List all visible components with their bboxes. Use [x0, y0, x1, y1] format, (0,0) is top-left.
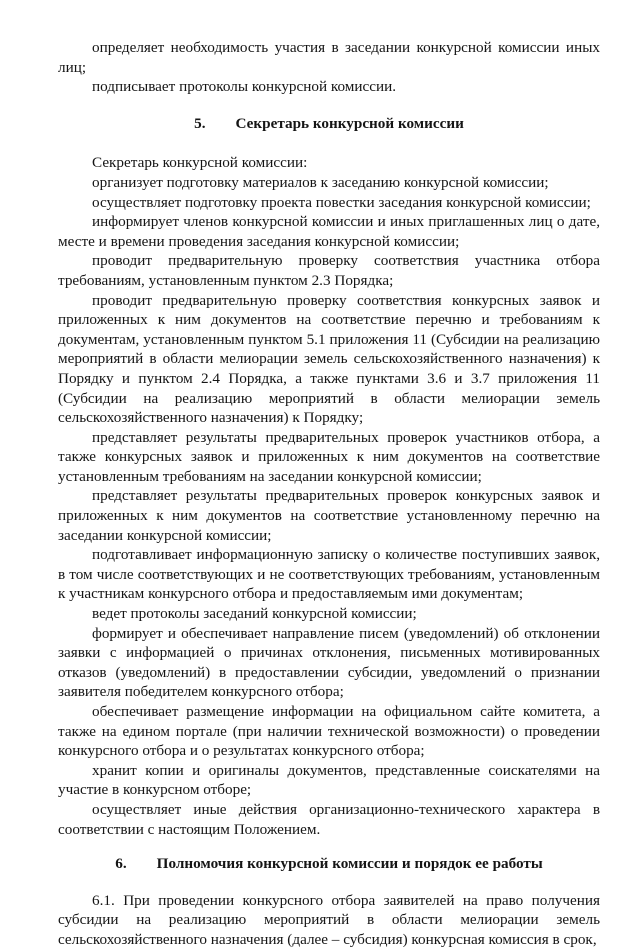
paragraph: 6.1. При проведении конкурсного отбора заявителей на право получения субсидии на реализацию мероприятий в области мелиорации земель сельскохозяйственного назначения (далее – субсидия) конкурсная комиссия в срок,: [58, 891, 600, 948]
paragraph: информирует членов конкурсной комиссии и иных приглашенных лиц о дате, месте и времени проведения заседания конкурсной комиссии;: [58, 213, 600, 250]
document-body: [58, 38, 600, 950]
paragraph: осуществляет иные действия организационно-технического характера в соответствии с настоящим Положением.: [58, 800, 600, 838]
intro-block: [58, 38, 600, 97]
section-5-body: [58, 153, 600, 839]
paragraph: представляет результаты предварительных проверок конкурсных заявок и приложенных к ним документов на соответствие установленному перечню на заседании конкурсной комиссии;: [58, 487, 600, 544]
section-number: 5.: [194, 114, 206, 132]
paragraph: формирует и обеспечивает направление писем (уведомлений) об отклонении заявки с информацией о причинах отклонения, письменных мотивированных отказов (уведомлений) в предоставлении субсидии, уведомлений о признании заявителя победителем конкурсного отбора;: [58, 624, 600, 701]
section-number: 6.: [115, 855, 127, 873]
section-5-heading: [58, 114, 600, 134]
section-6-heading: [58, 854, 600, 874]
section-title: Секретарь конкурсной комиссии: [235, 114, 464, 132]
paragraph: проводит предварительную проверку соответствия участника отбора требованиям, установленным пунктом 2.3 Порядка;: [58, 252, 600, 289]
section-6-body: [58, 891, 600, 950]
paragraph: представляет результаты предварительных проверок участников отбора, а также конкурсных заявок и приложенных к ним документов на соответствие установленным требованиям на заседании конкурсной комиссии;: [58, 428, 600, 485]
paragraph: хранит копии и оригиналы документов, представленные соискателями на участие в конкурсном отборе;: [58, 761, 600, 799]
paragraph: Секретарь конкурсной комиссии:: [92, 154, 308, 172]
paragraph: осуществляет подготовку проекта повестки заседания конкурсной комиссии;: [92, 193, 591, 211]
paragraph: обеспечивает размещение информации на официальном сайте комитета, а также на едином портале (при наличии технической возможности) о проведении конкурсного отбора и о результатах конкурсного отбора;: [58, 703, 600, 760]
section-title: Полномочия конкурсной комиссии и порядок ее работы: [156, 855, 543, 873]
paragraph: подготавливает информационную записку о количестве поступивших заявок, в том числе соответствующих и не соответствующих требованиям, установленным к участникам конкурсного отбора и предоставляемым ими документам;: [58, 546, 600, 603]
paragraph: подписывает протоколы конкурсной комиссии.: [92, 78, 397, 96]
paragraph: определяет необходимость участия в заседании конкурсной комиссии иных лиц;: [58, 39, 600, 76]
paragraph: ведет протоколы заседаний конкурсной комиссии;: [92, 605, 417, 623]
paragraph: проводит предварительную проверку соответствия конкурсных заявок и приложенных к ним документов на соответствие перечню и требованиям к документам, установленным пунктом 5.1 приложения 11 (Субсидии на реализацию мероприятий в области мелиорации земель сельскохозяйственного назначения) к Порядку и пунктом 2.4 Порядка, а также пунктами 3.6 и 3.7 приложения 11 (Субсидии на реализацию мероприятий в области мелиорации земель сельскохозяйственного назначения) к Порядку;: [58, 291, 600, 427]
paragraph: организует подготовку материалов к заседанию конкурсной комиссии;: [92, 173, 549, 191]
